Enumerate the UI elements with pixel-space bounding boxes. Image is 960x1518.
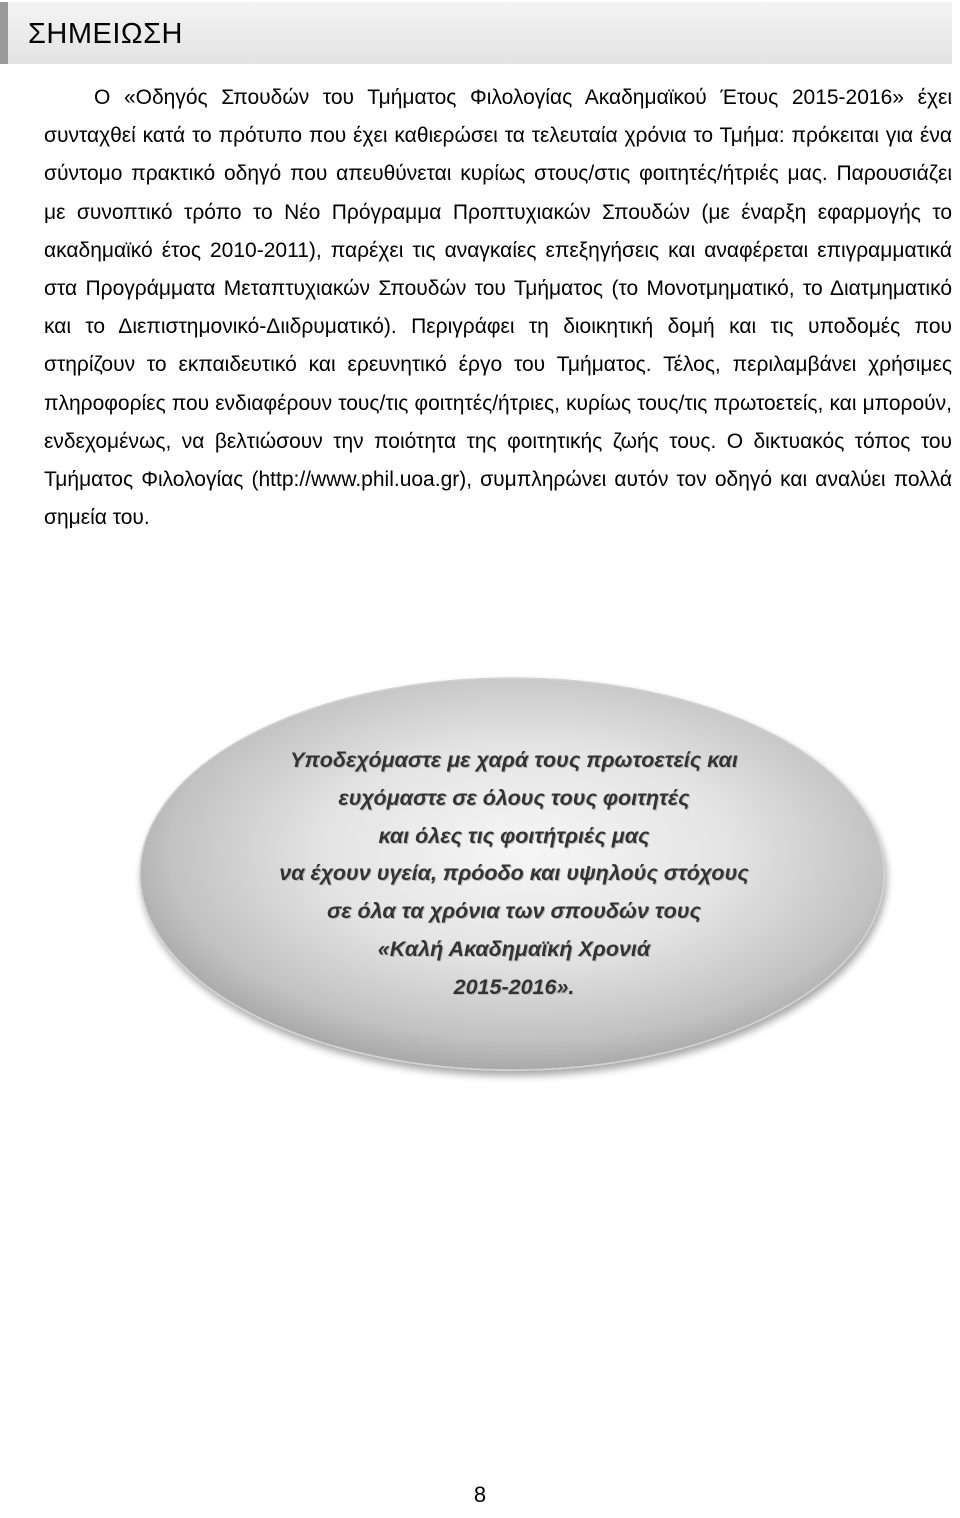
greeting-line: ευχόμαστε σε όλους τους φοιτητές (338, 785, 690, 810)
greeting-line: να έχουν υγεία, πρόοδο και υψηλούς στόχους (279, 861, 749, 886)
greeting-line: 2015-2016». (453, 974, 575, 999)
greeting-line: και όλες τις φοιτήτριές μας (378, 823, 650, 848)
greeting-line: «Καλή Ακαδημαϊκή Χρονιά (377, 936, 651, 961)
section-header (0, 2, 952, 64)
section-title: ΣΗΜΕΙΩΣΗ (28, 18, 183, 50)
greeting-line: Υποδεχόμαστε με χαρά τους πρωτοετείς και (290, 748, 738, 772)
greeting-text (130, 742, 898, 1007)
page-number: 8 (473, 1482, 487, 1507)
intro-paragraph: Ο «Οδηγός Σπουδών του Τμήματος Φιλολογίας Ακαδημαϊκού Έτους 2015-2016» έχει συνταχθεί κατά το πρότυπο που έχει καθιερώσει τα τελευταία χρόνια το Τμήμα: πρόκειται για ένα σύντομο πρακτικό οδηγό που απευθύνεται κυρίως στους/στις φοιτητές/ήτριές μας. Παρουσιάζει με συνοπτικό τρόπο το Νέο Πρόγραμμα Προπτυχιακών Σπουδών (με έναρξη εφαρμογής το ακαδημαϊκό έτος 2010-2011), παρέχει τις αναγκαίες επεξηγήσεις και αναφέρεται επιγραμματικά στα Προγράμματα Μεταπτυχιακών Σπουδών του Τμήματος (το Μονοτμηματικό, το Διατμηματικό και το Διεπιστημονικό-Διιδρυματικό). Περιγράφει τη διοικητική δομή και τις υποδομές που στηρίζουν το εκπαιδευτικό και ερευνητικό έργο του Τμήματος. Τέλος, περιλαμβάνει χρήσιμες πληροφορίες που ενδιαφέρουν τους/τις φοιτητές/ήτριες, κυρίως τους/τις πρωτοετείς, και μπορούν, ενδεχομένως, να βελτιώσουν την ποιότητα της φοιτητικής ζωής τους. Ο δικτυακός τόπος του Τμήματος Φιλολογίας (http://www.phil.uoa.gr), συμπληρώνει αυτόν τον οδηγό και αναλύει πολλά σημεία του. (44, 86, 952, 530)
greeting-line: σε όλα τα χρόνια των σπουδών τους (327, 899, 701, 924)
greeting-ellipse (130, 668, 898, 1092)
